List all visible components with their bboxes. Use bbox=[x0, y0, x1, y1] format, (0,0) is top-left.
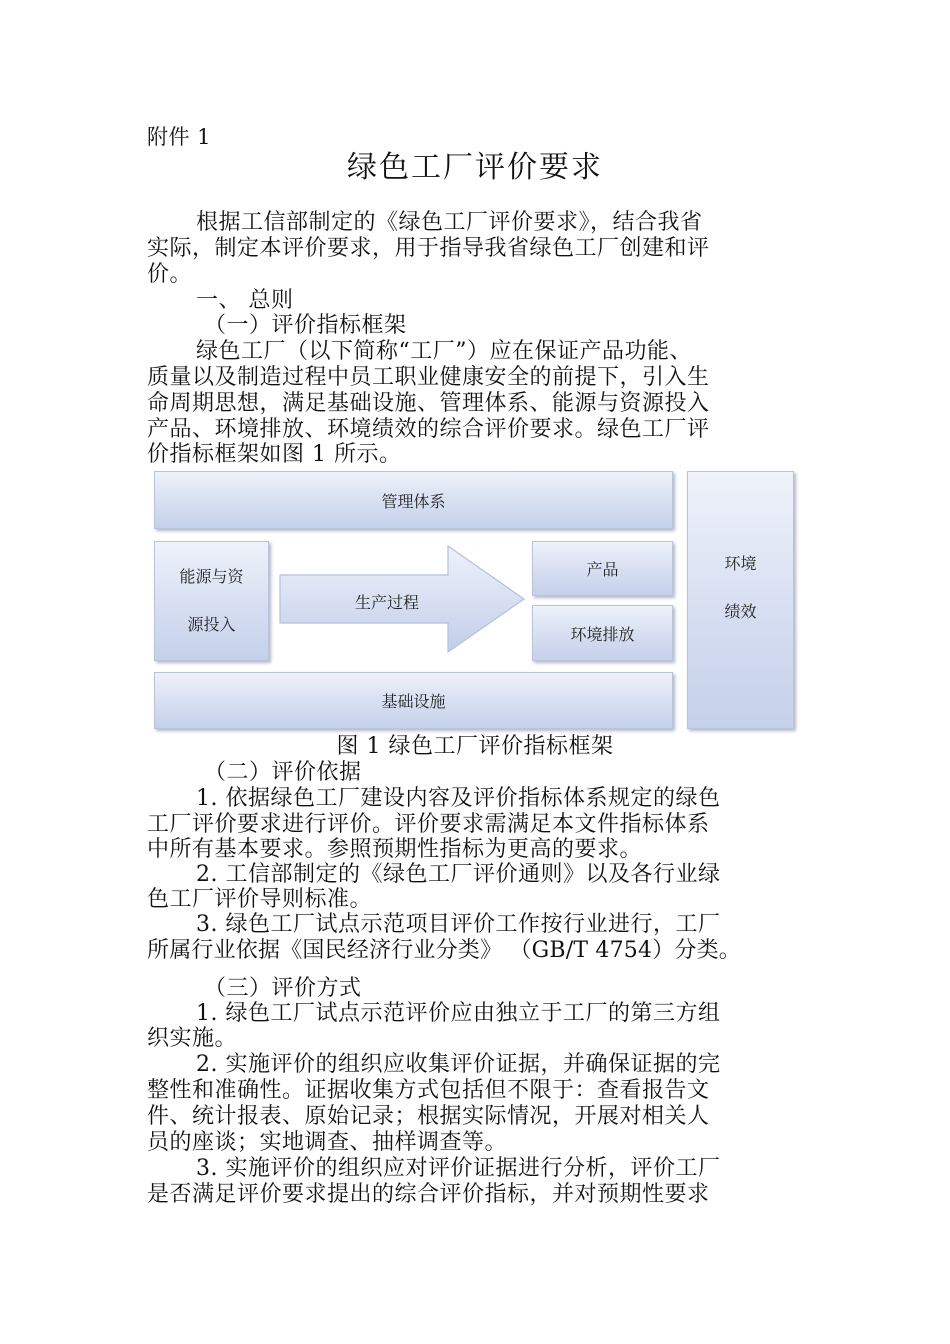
paragraph-line: 价指标框架如图 1 所示。 bbox=[147, 442, 402, 467]
section-heading: 一、 总则 bbox=[196, 288, 294, 313]
environmental-emission-label: 环境排放 bbox=[570, 624, 635, 644]
product-label: 产品 bbox=[586, 560, 619, 579]
infrastructure-label: 基础设施 bbox=[381, 692, 446, 711]
intro-line: 价。 bbox=[147, 262, 193, 287]
paragraph-line: 质量以及制造过程中员工职业健康安全的前提下，引入生 bbox=[147, 365, 710, 390]
intro-line: 实际，制定本评价要求，用于指导我省绿色工厂创建和评 bbox=[147, 236, 710, 261]
attachment-label: 附件 1 bbox=[147, 125, 212, 149]
paragraph-line: 1. 绿色工厂试点示范评价应由独立于工厂的第三方组 bbox=[196, 1001, 721, 1026]
paragraph-line: 3. 绿色工厂试点示范项目评价工作按行业进行，工厂 bbox=[196, 912, 721, 937]
paragraph-line: 色工厂评价导则标准。 bbox=[147, 887, 373, 912]
paragraph-line: 1. 依据绿色工厂建设内容及评价指标体系规定的绿色 bbox=[196, 786, 721, 811]
paragraph-line: 织实施。 bbox=[147, 1026, 238, 1051]
environmental-performance-label: 环境 bbox=[724, 554, 757, 573]
page-title: 绿色工厂评价要求 bbox=[347, 150, 603, 185]
production-process-label: 生产过程 bbox=[354, 593, 419, 612]
paragraph-line: 所属行业依据《国民经济行业分类》 （GB/T 4754）分类。 bbox=[147, 938, 742, 963]
paragraph-line: 件、统计报表、原始记录；根据实际情况，开展对相关人 bbox=[147, 1104, 710, 1129]
paragraph-line: 3. 实施评价的组织应对评价证据进行分析，评价工厂 bbox=[196, 1156, 721, 1181]
energy-resource-box bbox=[154, 541, 269, 661]
subsection-heading: （二）评价依据 bbox=[204, 760, 362, 785]
subsection-heading: （一）评价指标框架 bbox=[204, 313, 407, 338]
paragraph-line: 产品、环境排放、环境绩效的综合评价要求。绿色工厂评 bbox=[147, 417, 710, 442]
paragraph-line: 是否满足评价要求提出的综合评价指标，并对预期性要求 bbox=[147, 1182, 710, 1207]
energy-resource-label: 能源与资 bbox=[179, 567, 244, 586]
paragraph-line: 命周期思想，满足基础设施、管理体系、能源与资源投入 bbox=[147, 391, 710, 416]
figure-caption: 图 1 绿色工厂评价指标框架 bbox=[336, 734, 614, 759]
infrastructure-box bbox=[154, 672, 673, 729]
paragraph-line: 绿色工厂（以下简称“工厂”）应在保证产品功能、 bbox=[196, 339, 692, 364]
paragraph-line: 整性和准确性。证据收集方式包括但不限于：查看报告文 bbox=[147, 1078, 710, 1103]
paragraph-line: 2. 实施评价的组织应收集评价证据，并确保证据的完 bbox=[196, 1052, 721, 1077]
management-system-box bbox=[154, 471, 673, 529]
intro-line: 根据工信部制定的《绿色工厂评价要求》，结合我省 bbox=[196, 210, 703, 235]
management-system-label: 管理体系 bbox=[381, 491, 446, 511]
paragraph-line: 员的座谈；实地调查、抽样调查等。 bbox=[147, 1130, 508, 1155]
product-box bbox=[532, 541, 673, 596]
environmental-performance-label: 绩效 bbox=[724, 602, 757, 621]
subsection-heading: （三）评价方式 bbox=[204, 976, 362, 1001]
paragraph-line: 中所有基本要求。参照预期性指标为更高的要求。 bbox=[147, 837, 643, 862]
framework-diagram bbox=[152, 468, 800, 732]
paragraph-line: 2. 工信部制定的《绿色工厂评价通则》以及各行业绿 bbox=[196, 862, 721, 887]
environmental-emission-box bbox=[532, 605, 673, 661]
energy-resource-label: 源投入 bbox=[187, 615, 236, 634]
environmental-performance-box bbox=[687, 471, 794, 729]
paragraph-line: 工厂评价要求进行评价。评价要求需满足本文件指标体系 bbox=[147, 812, 710, 837]
